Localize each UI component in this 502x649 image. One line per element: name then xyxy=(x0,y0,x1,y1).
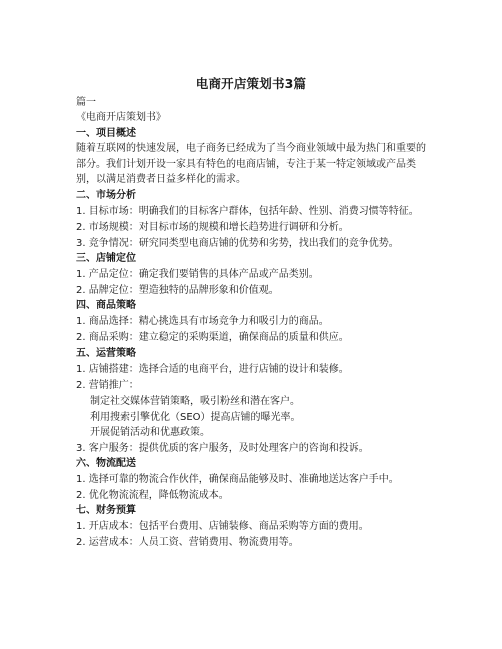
finance-item-2: 2. 运营成本：人员工资、营销费用、物流费用等。 xyxy=(76,537,299,548)
operations-item-1: 1. 店铺搭建：选择合适的电商平台，进行店铺的设计和装修。 xyxy=(76,364,349,375)
section-heading-operations: 五、运营策略 xyxy=(76,348,136,359)
section-heading-logistics: 六、物流配送 xyxy=(76,458,136,469)
operations-item-3: 3. 客户服务：提供优质的客户服务，及时处理客户的咨询和投诉。 xyxy=(76,443,369,454)
overview-paragraph: 随着互联网的快速发展，电子商务已经成为了当今商业领域中最为热门和重要的部分。我们计划开设一家具有特色的电商店铺，专注于某一特定领域或产品类别，以满足消费者日益多样化的需求。 xyxy=(76,143,426,185)
operations-sub-2: 利用搜索引擎优化（SEO）提高店铺的曝光率。 xyxy=(90,412,301,423)
positioning-item-1: 1. 产品定位：确定我们要销售的具体产品或产品类别。 xyxy=(76,269,319,280)
document-title: 电商开店策划书3篇 xyxy=(195,76,307,91)
document-name: 《电商开店策划书》 xyxy=(76,112,166,123)
product-item-2: 2. 商品采购：建立稳定的采购渠道，确保商品的质量和供应。 xyxy=(76,332,349,343)
market-item-2: 2. 市场规模：对目标市场的规模和增长趋势进行调研和分析。 xyxy=(76,222,349,233)
logistics-item-1: 1. 选择可靠的物流合作伙伴，确保商品能够及时、准确地送达客户手中。 xyxy=(76,474,399,485)
section-heading-overview: 一、项目概述 xyxy=(76,128,136,139)
positioning-item-2: 2. 品牌定位：塑造独特的品牌形象和价值观。 xyxy=(76,285,279,296)
section-heading-market: 二、市场分析 xyxy=(76,190,136,201)
logistics-item-2: 2. 优化物流流程，降低物流成本。 xyxy=(76,490,229,501)
market-item-3: 3. 竞争情况：研究同类型电商店铺的优势和劣势，找出我们的竞争优势。 xyxy=(76,238,399,249)
product-item-1: 1. 商品选择：精心挑选具有市场竞争力和吸引力的商品。 xyxy=(76,316,329,327)
part-label: 篇一 xyxy=(76,97,96,108)
market-item-1: 1. 目标市场：明确我们的目标客户群体，包括年龄、性别、消费习惯等特征。 xyxy=(76,206,419,217)
operations-sub-1: 制定社交媒体营销策略，吸引粉丝和潜在客户。 xyxy=(90,396,300,407)
section-heading-positioning: 三、店铺定位 xyxy=(76,253,136,264)
operations-item-2: 2. 营销推广： xyxy=(76,380,139,391)
section-heading-product: 四、商品策略 xyxy=(76,300,136,311)
finance-item-1: 1. 开店成本：包括平台费用、店铺装修、商品采购等方面的费用。 xyxy=(76,521,369,532)
section-heading-finance: 七、财务预算 xyxy=(76,505,136,516)
operations-sub-3: 开展促销活动和优惠政策。 xyxy=(90,427,210,438)
